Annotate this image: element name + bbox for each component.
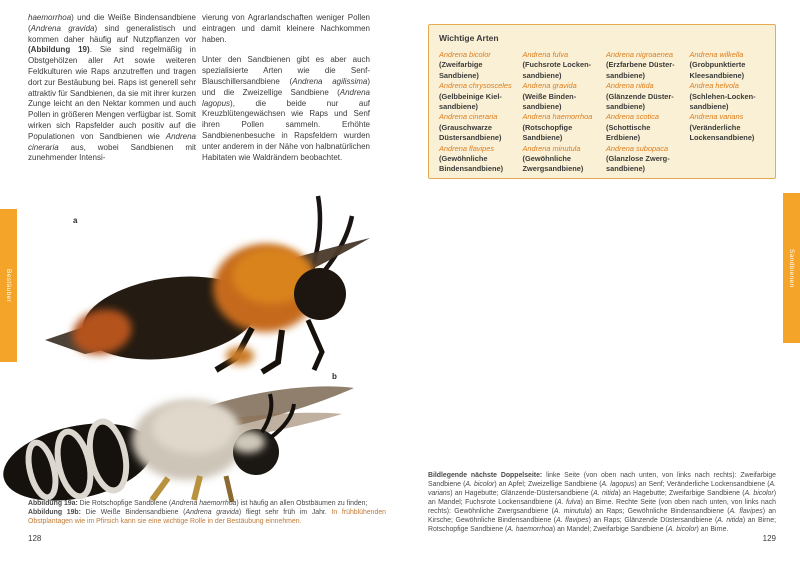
- species-entry: [690, 112, 766, 143]
- right-page-caption: Bildlegende nächste Doppelseite: linke Seite (von oben nach unten, von links nach rechts): Zweifarbige Sandbiene (A. bicolor) an Apfel; Zweizellige Sandbiene (A. lagopus) an Senf; Veränderliche Lockensandbiene (A. varians) an Hagebutte; Glänzende-Düstersandbiene (A. nitida) an Hagebutte; Zweifarbige Sandbiene (A. bicolor) an Mandel; Fuchsrote Lockensandbiene (A. fulva) an Birne. Rechte Seite (von oben nach unten, von links nach rechts): Gewöhnliche Zwergsandbiene (A. minutula) an Raps; Gewöhnliche Bindensandbiene (A. flavipes) an Kirsche; Gewöhnliche Bindensandbiene (A. flavipes) an Raps; Glänzende Düstersandbiene (A. nitida) an Birne; Rotschopfige Sandbiene (A. haemorrhoa) an Mandel; Zweifarbige Sandbiene (A. bicolor) an Birne.: [428, 472, 777, 533]
- paragraph: Unter den Sandbienen gibt es aber auch spezialisierte Arten wie die Senf-Blauschillersandbiene (Andrena agilissima) und die Zweizellige Sandbiene (Andrena lagopus), die beide nur auf Kreuzblütengewächsen wie Raps und Senf ihren Pollen sammeln. Erhöhte Sandbienenbesuche in Rapsfeldern wurden unter anderem in der Nähe von halbnatürlichen Habitaten wie Waldrändern beobachtet.: [202, 55, 371, 162]
- species-entry: [523, 81, 599, 112]
- species-german: (Glänzende Düster-sandbiene): [606, 91, 674, 112]
- species-entry: [523, 112, 599, 143]
- species-german: (Fuchsrote Locken-sandbiene): [522, 60, 592, 80]
- chapter-tab-bestaeuber: [0, 209, 17, 362]
- chapter-tab-right-label: Sandbienen: [788, 248, 795, 288]
- species-entry: [439, 50, 515, 81]
- species-entry: [523, 144, 599, 175]
- species-entry: [523, 50, 599, 81]
- species-german: (Glanzlose Zwerg-sandbiene): [606, 154, 670, 174]
- page-number-right: 129: [762, 534, 776, 543]
- species-german: (Rotschopfige Sandbiene): [522, 122, 573, 143]
- chapter-tab-left-label: Bestäuber: [5, 268, 12, 303]
- chapter-tab-sandbienen: [783, 193, 800, 343]
- species-columns: [439, 50, 765, 175]
- species-latin: Andrena wilkella: [689, 50, 744, 59]
- species-german: (Veränderliche Lockensandbiene): [689, 122, 755, 143]
- left-text-column-2: [202, 13, 370, 173]
- species-entry: [439, 112, 515, 143]
- species-german: (Zweifarbige Sandbiene): [439, 60, 483, 80]
- left-text-column-1: haemorrhoa) und die Weiße Bindensandbiene (Andrena gravida) sind generalistisch und kommen daher häufig auf Nutzpflanzen vor (Abbildung 19). Sie sind regelmäßig in Obstgehölzen aller Art sowie weiteren Feldkulturen wie Raps anzutreffen und tragen dort zur Bestäubung bei. Raps ist generell sehr attraktiv für Sandbienen, da sie mit ihrer kurzen Zunge leicht an den Nektar kommen und auch Pollen in größeren Mengen verfügbar ist. Somit wirken sich Rapsfelder auch positiv auf die Populationen von Sandbienen wie Andrena cineraria aus, wobei Sandbienen mit zunehmender Intensi-: [28, 13, 197, 163]
- species-latin: Andrena nitida: [606, 81, 654, 91]
- species-german: (Gewöhnliche Bindensandbiene): [439, 154, 504, 174]
- species-latin: Andrena fulva: [522, 50, 569, 59]
- species-german: (Grobpunktierte Kleesandbiene): [689, 60, 746, 80]
- species-latin: Andrena chrysosceles: [439, 81, 512, 91]
- species-german: (Erzfarbene Düster-sandbiene): [606, 60, 675, 80]
- species-latin: Andrena subopaca: [606, 143, 669, 153]
- species-column-2: [523, 50, 599, 175]
- species-latin: Andrena nigroaenea: [606, 50, 673, 59]
- species-entry: [690, 81, 766, 112]
- paragraph: vierung von Agrarlandschaften weniger Pollen eintragen und damit kleinere Nachkommen haben.: [202, 13, 370, 44]
- species-column-4: [690, 50, 766, 175]
- figure-a-label: a: [73, 216, 78, 225]
- species-german: (Gelbbeinige Kiel-sandbiene): [439, 91, 502, 112]
- species-column-3: [606, 50, 682, 175]
- species-latin: Andrena bicolor: [439, 50, 491, 59]
- species-entry: [606, 81, 682, 112]
- species-entry: [606, 50, 682, 81]
- species-latin: Andrena gravida: [522, 81, 577, 91]
- bee-photo-a: [40, 190, 390, 376]
- species-latin: Andrena minutula: [522, 143, 581, 153]
- species-german: (Weiße Binden-sandbiene): [522, 91, 577, 112]
- bee-b-illustration: [0, 370, 360, 506]
- species-latin: Andrena cineraria: [439, 112, 498, 122]
- species-entry: [690, 50, 766, 81]
- species-entry: [606, 144, 682, 175]
- important-species-box: [428, 24, 776, 179]
- page-number-left: 128: [28, 534, 42, 543]
- species-german: (Schottische Erdbiene): [606, 122, 651, 143]
- species-entry: [439, 81, 515, 112]
- species-latin: Andrena haemorrhoa: [522, 112, 593, 122]
- bee-photo-b: [0, 370, 360, 506]
- species-entry: [606, 112, 682, 143]
- species-german: (Grauschwarze Düstersandbiene): [439, 122, 502, 143]
- bee-a-illustration: [40, 190, 390, 376]
- figure-b-label: b: [332, 372, 337, 381]
- species-latin: Andrena varians: [689, 112, 744, 122]
- species-german: (Schlehen-Locken-sandbiene): [689, 91, 756, 112]
- species-latin: Andrena scotica: [606, 112, 659, 122]
- species-column-1: [439, 50, 515, 175]
- species-latin: Andrena flavipes: [439, 143, 495, 153]
- species-box-title: Wichtige Arten: [439, 33, 499, 43]
- left-page-caption: Abbildung 19a: Die Rotschopfige Sandbiene (Andrena haemorrhoa) ist häufig an allen Obstbäumen zu finden; Abbildung 19b: Die Weiße Bindensandbiene (Andrena gravida) fliegt sehr früh im Jahr. In frühblühenden Obstplantagen wie im Pfirsich kann sie eine wichtige Rolle in der Bestäubung einnehmen.: [28, 500, 386, 525]
- species-entry: [439, 144, 515, 175]
- species-german: (Gewöhnliche Zwergsandbiene): [522, 154, 584, 174]
- species-latin: Andrea helvola: [689, 81, 739, 91]
